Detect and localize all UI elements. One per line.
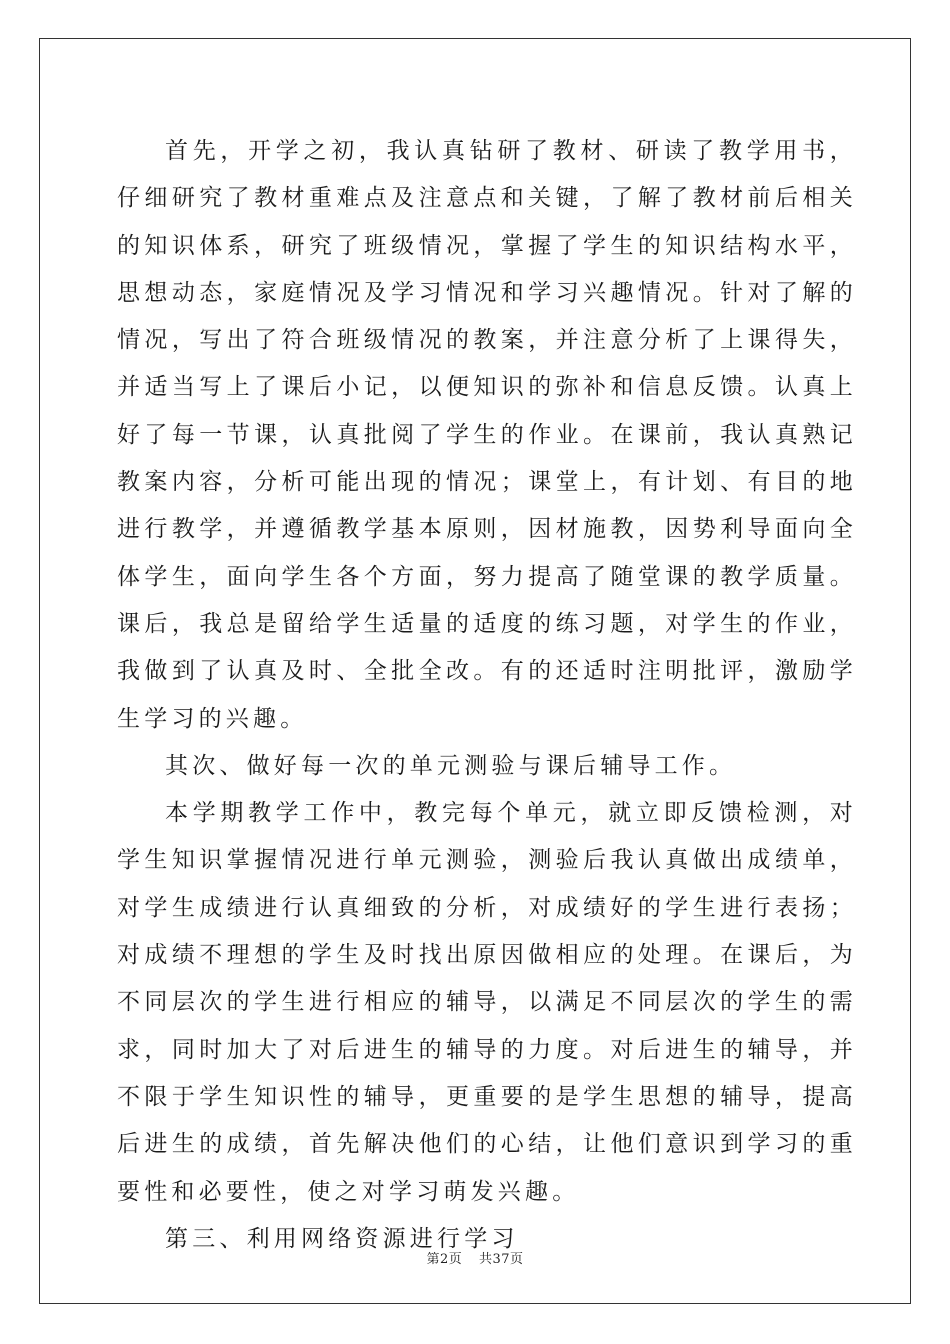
paragraph-4: 第三、利用网络资源进行学习 [165, 1225, 519, 1252]
paragraph-2: 其次、做好每一次的单元测验与课后辅导工作。 [165, 752, 737, 779]
document-body [117, 128, 857, 1263]
page-total: 共37页 [478, 1252, 524, 1267]
paragraph-3: 本学期教学工作中，教完每个单元，就立即反馈检测，对学生知识掌握情况进行单元测验，测验后我认真做出成绩单，对学生成绩进行认真细致的分析，对成绩好的学生进行表扬；对成绩不理想的学生及时找出原因做相应的处理。在课后，为不同层次的学生进行相应的辅导，以满足不同层次的学生的需求，同时加大了对后进生的辅导的力度。对后进生的辅导，并不限于学生知识性的辅导，更重要的是学生思想的辅导，提高后进生的成绩，首先解决他们的心结，让他们意识到学习的重要性和必要性，使之对学习萌发兴趣。 [117, 800, 857, 1205]
page-footer [0, 1248, 950, 1267]
paragraph-1: 首先，开学之初，我认真钻研了教材、研读了教学用书，仔细研究了教材重难点及注意点和关键，了解了教材前后相关的知识体系，研究了班级情况，掌握了学生的知识结构水平，思想动态，家庭情况及学习情况和学习兴趣情况。针对了解的情况，写出了符合班级情况的教案，并注意分析了上课得失，并适当写上了课后小记，以便知识的弥补和信息反馈。认真上好了每一节课，认真批阅了学生的作业。在课前，我认真熟记教案内容，分析可能出现的情况；课堂上，有计划、有目的地进行教学，并遵循教学基本原则，因材施教，因势利导面向全体学生，面向学生各个方面，努力提高了随堂课的教学质量。课后，我总是留给学生适量的适度的练习题，对学生的作业，我做到了认真及时、全批全改。有的还适时注明批评，激励学生学习的兴趣。 [117, 138, 857, 732]
page-number: 第2页 [426, 1252, 463, 1267]
